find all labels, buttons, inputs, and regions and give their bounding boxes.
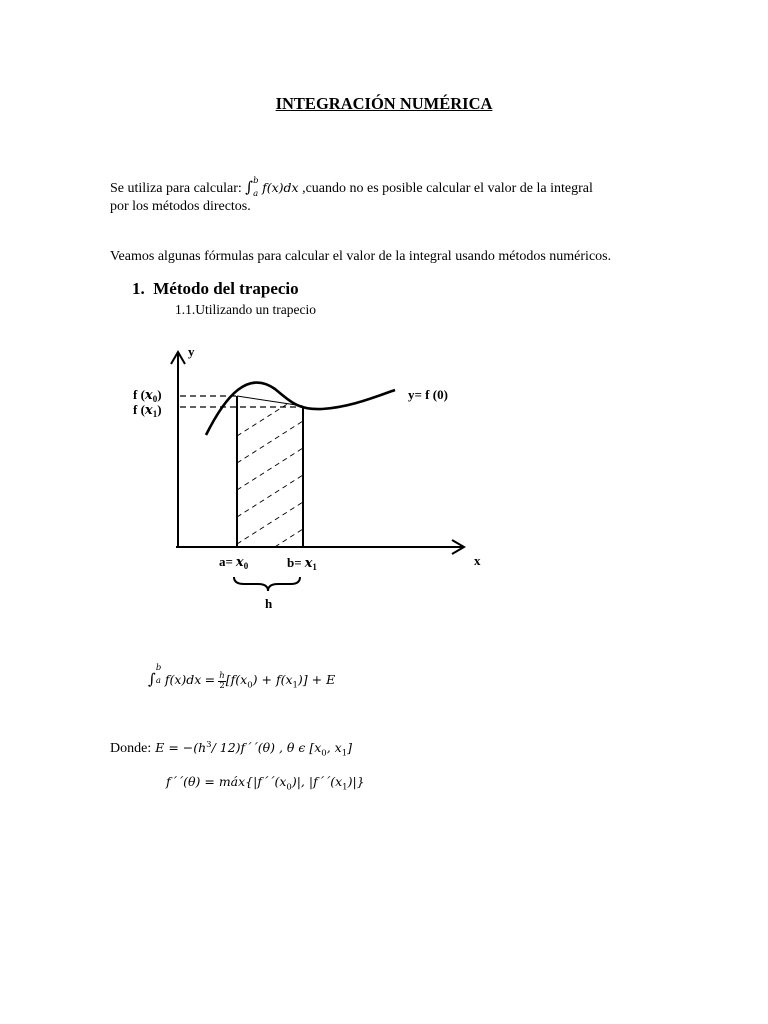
h-brace [234, 577, 300, 591]
f-x0-label: f $(x_0)$ [133, 387, 162, 404]
integral-upper: b [253, 176, 259, 186]
intro-prefix: Se utiliza para calcular: [110, 181, 242, 196]
max-expression-text: f´´(θ) = $máx\{|f´´(x_0)|$, $|f´´(x_1)|$} [166, 774, 365, 793]
intro-line-2: por los métodos directos. [110, 199, 251, 214]
fraction-denominator: 2 [219, 680, 225, 691]
trapezoid-top [237, 396, 303, 406]
trapezoid-formula [148, 663, 336, 691]
error-expression: $E = -(h^3/$ 12)f´´(θ) , θ ϵ [$x_0$, $x_1$] [155, 739, 353, 759]
integral-sign: ∫ [245, 178, 254, 196]
integral-expr: f(x)dx [262, 180, 299, 195]
f-x1-label: f $(x_1)$ [133, 402, 162, 419]
max-expression [166, 773, 365, 793]
h-label: h [265, 596, 273, 611]
fraction-numerator: h [219, 670, 225, 681]
subsection-heading: 1.1.Utilizando un trapecio [175, 302, 316, 317]
integral-lower: a [253, 189, 259, 199]
methods-paragraph: Veamos algunas fórmulas para calcular el valor de la integral usando métodos numéricos. [110, 249, 612, 264]
section-title: Método del trapecio [153, 279, 299, 298]
formula-fraction [218, 672, 225, 691]
formula-integral-lower: a [155, 676, 161, 686]
b-x1-label: $b= x_1$ [287, 555, 317, 572]
y-axis-label: y [188, 344, 195, 359]
intro-suffix: ,cuando no es posible calcular el valor de la integral [302, 181, 593, 196]
formula-eq: = [204, 672, 216, 687]
formula-lhs: f(x)dx [164, 672, 202, 687]
error-term-line [110, 739, 352, 759]
page-title: INTEGRACIÓN NUMÉRICA [275, 94, 493, 113]
a-x0-label: $a= x_0$ [219, 554, 249, 571]
formula-integral-sign: ∫ [148, 670, 156, 688]
formula-integral-limits [155, 663, 165, 686]
x-axis-label: x [474, 553, 481, 568]
donde-label: Donde: [110, 741, 152, 756]
formula-rhs: $[f(x_0) + f(x_1)] + E$ [225, 672, 336, 691]
section-number: 1. [132, 279, 145, 298]
formula-integral-upper: b [155, 663, 162, 673]
curve-label: y= f (0) [408, 387, 448, 402]
function-curve [206, 383, 395, 435]
